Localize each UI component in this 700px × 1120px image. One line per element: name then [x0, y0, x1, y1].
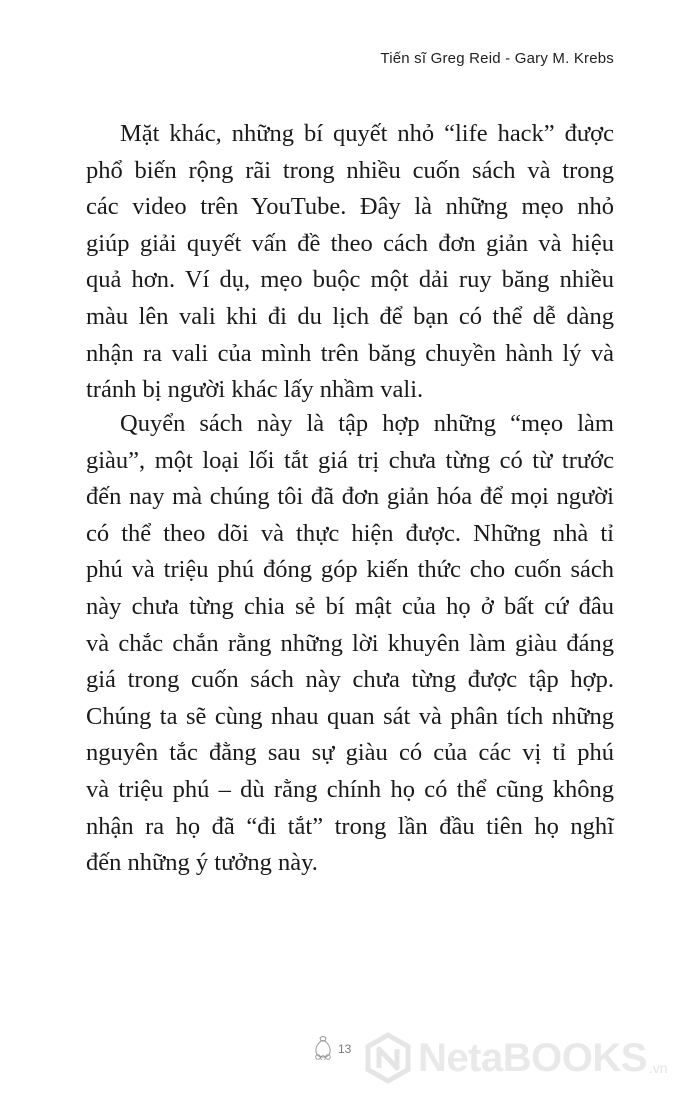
netabooks-logo-icon: [362, 1032, 414, 1084]
text-line: phổ biến rộng rãi trong nhiều cuốn sách và trong: [86, 156, 614, 184]
text-line: này chưa từng chia sẻ bí mật của họ ở bất cứ đâu: [86, 592, 614, 620]
text-line: màu lên vali khi đi du lịch để bạn có thể dễ dàng: [86, 302, 614, 330]
page-number: 13: [338, 1042, 352, 1056]
text-line: giàu”, một loại lối tắt giá trị chưa từng có từ trước: [86, 446, 614, 474]
text-line: đến những ý tưởng này.: [86, 849, 318, 877]
text-line: nguyên tắc đằng sau sự giàu có của các vị tỉ phú: [86, 739, 614, 767]
money-bag-icon: [312, 1034, 334, 1060]
text-line: đến nay mà chúng tôi đã đơn giản hóa để mọi người: [86, 483, 614, 511]
text-line: nhận ra họ đã “đi tắt” trong lần đầu tiên họ nghĩ: [86, 812, 614, 840]
text-line: và chắc chắn rằng những lời khuyên làm giàu đáng: [86, 629, 614, 657]
watermark: [362, 1030, 692, 1086]
text-line: tránh bị người khác lấy nhầm vali.: [86, 376, 424, 404]
text-line: giá trong cuốn sách này chưa từng được tập hợp.: [86, 666, 614, 694]
paragraph: [86, 406, 614, 882]
running-header: Tiến sĩ Greg Reid - Gary M. Krebs: [380, 50, 614, 67]
text-line: Chúng ta sẽ cùng nhau quan sát và phân tích những: [86, 702, 614, 730]
text-line: quả hơn. Ví dụ, mẹo buộc một dải ruy băng nhiều: [86, 266, 614, 294]
text-line: nhận ra vali của mình trên băng chuyền hành lý và: [86, 339, 614, 367]
text-line: Quyển sách này là tập hợp những “mẹo làm: [120, 410, 614, 437]
page-footer: [300, 1030, 700, 1090]
text-line: và triệu phú – dù rằng chính họ có thể cũng không: [86, 775, 614, 803]
text-line: các video trên YouTube. Đây là những mẹo nhỏ: [86, 193, 614, 221]
text-line: giúp giải quyết vấn đề theo cách đơn giản và hiệu: [86, 229, 614, 257]
text-line: Mặt khác, những bí quyết nhỏ “life hack” được: [120, 120, 614, 147]
watermark-brand: NetaBOOKS: [418, 1035, 647, 1080]
text-line: phú và triệu phú đóng góp kiến thức cho cuốn sách: [86, 556, 614, 584]
paragraph: [86, 116, 614, 409]
text-line: có thể theo dõi và thực hiện được. Những nhà tỉ: [86, 519, 614, 547]
watermark-suffix: .vn: [648, 1060, 668, 1076]
